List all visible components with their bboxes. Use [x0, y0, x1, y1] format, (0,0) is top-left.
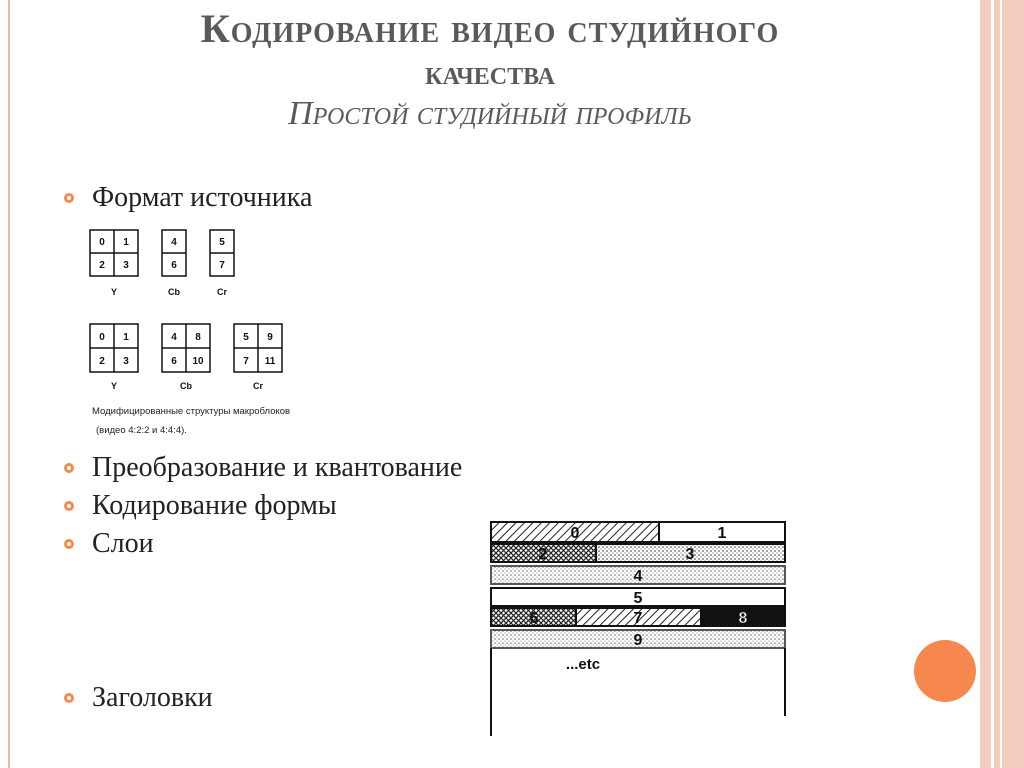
bullet-text: Преобразование и квантование	[92, 452, 463, 483]
left-decor-line	[8, 0, 10, 768]
cell-label: 2	[99, 260, 105, 271]
cell-label: 5	[243, 332, 249, 343]
layer-label: 3	[685, 546, 695, 563]
bullet-icon	[64, 539, 74, 549]
component-label: Cr	[252, 381, 264, 391]
component-label: Cr	[216, 287, 228, 297]
layer-label: 5	[633, 590, 643, 607]
bullet-text: Формат источника	[92, 182, 313, 213]
cell-label: 4	[171, 237, 177, 248]
subtitle: Простой студийный профиль	[288, 94, 692, 132]
layer-label: 6	[529, 610, 539, 627]
bullet-text: Слои	[92, 528, 154, 559]
bullet-text: Заголовки	[92, 682, 213, 713]
layers-diagram	[486, 518, 792, 740]
cell-label: 3	[123, 260, 129, 271]
bullet-icon	[64, 501, 74, 511]
layer-label: 0	[570, 525, 580, 542]
title-line-2: качества	[425, 55, 555, 92]
layer-label: 8	[738, 610, 748, 627]
layer-label: 1	[717, 525, 727, 542]
cell-label: 0	[99, 332, 105, 343]
cell-label: 9	[267, 332, 273, 343]
figure-caption: (видео 4:2:2 и 4:4:4).	[96, 425, 187, 436]
bullet-item	[64, 452, 462, 484]
macroblock-diagram	[86, 226, 366, 436]
cell-label: 2	[99, 356, 105, 367]
cell-label: 0	[99, 237, 105, 248]
right-decor-bar	[980, 0, 1024, 768]
bullet-item	[64, 182, 312, 214]
figure-caption: Модифицированные структуры макроблоков	[92, 406, 291, 417]
bullet-item	[64, 682, 213, 714]
bullet-icon	[64, 693, 74, 703]
cell-label: 4	[171, 332, 177, 343]
cell-label: 7	[243, 356, 249, 367]
cell-label: 1	[123, 332, 129, 343]
bullet-item	[64, 490, 337, 522]
cell-label: 6	[171, 356, 177, 367]
cell-label: 7	[219, 260, 225, 271]
bullet-item	[64, 528, 154, 560]
bullet-icon	[64, 193, 74, 203]
bullet-icon	[64, 463, 74, 473]
layer-label: 9	[633, 632, 643, 649]
slide-title	[60, 8, 920, 131]
right-decor-stripe	[1000, 0, 1002, 768]
component-label: Y	[110, 287, 118, 297]
layer-label: 2	[538, 546, 548, 563]
etc-label: ...etc	[565, 656, 601, 673]
cell-label: 1	[123, 237, 129, 248]
component-label: Y	[110, 381, 118, 391]
cell-label: 6	[171, 260, 177, 271]
bullet-text: Кодирование формы	[92, 490, 337, 521]
cell-label: 5	[219, 237, 225, 248]
decor-circle	[914, 640, 976, 702]
title-line-1: Кодирование видео студийного	[200, 6, 780, 51]
layer-label: 7	[633, 610, 643, 627]
cell-label: 11	[264, 356, 276, 367]
cell-label: 8	[195, 332, 201, 343]
layer-label: 4	[633, 568, 643, 585]
right-decor-stripe	[991, 0, 994, 768]
cell-label: 3	[123, 356, 129, 367]
cell-label: 10	[192, 356, 204, 367]
component-label: Cb	[180, 381, 192, 391]
component-label: Cb	[168, 287, 180, 297]
